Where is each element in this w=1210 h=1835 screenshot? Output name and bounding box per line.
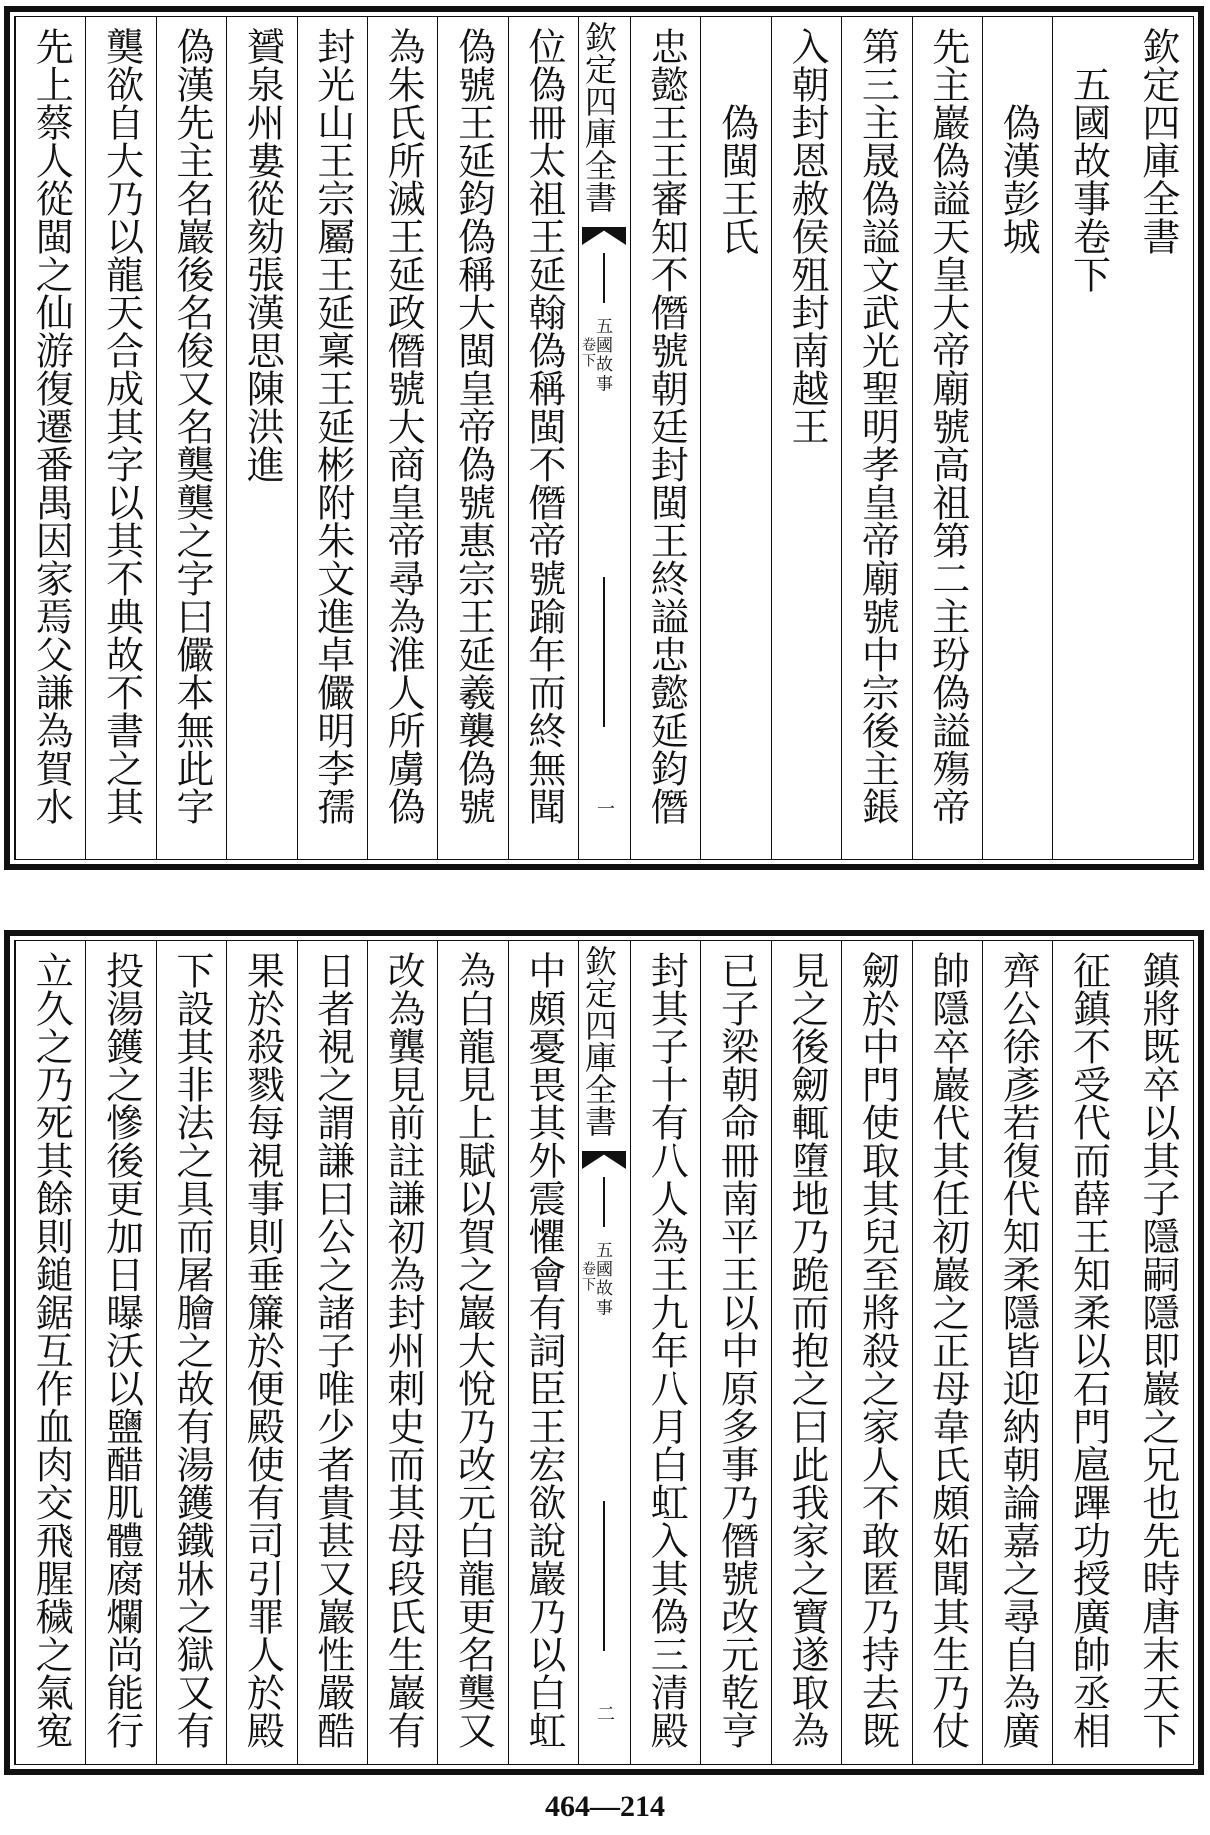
bottom-page bbox=[4, 930, 1204, 1775]
top-column bbox=[771, 17, 841, 859]
top-column bbox=[15, 17, 85, 859]
bottom-column bbox=[156, 941, 226, 1764]
top-page-frame bbox=[14, 16, 1194, 860]
top-column bbox=[630, 17, 700, 859]
gutter-volume: 卷下 bbox=[580, 1261, 596, 1294]
section-heading: 偽漢彭城 bbox=[996, 27, 1041, 255]
page-number: 464—214 bbox=[545, 1790, 665, 1823]
bottom-column bbox=[1123, 941, 1193, 1764]
bottom-column bbox=[700, 941, 770, 1764]
gutter-page-number: 二 bbox=[594, 1704, 615, 1725]
bottom-column bbox=[367, 941, 437, 1764]
bottom-column bbox=[85, 941, 155, 1764]
text-column: 立久之乃死其餘則鎚鋸互作血肉交飛腥穢之氣寃 bbox=[29, 951, 74, 1749]
text-column: 鎮將既卒以其子隱嗣隱即巖之兄也先時唐末天下 bbox=[1135, 951, 1180, 1749]
top-column bbox=[85, 17, 155, 859]
bottom-column bbox=[630, 941, 700, 1764]
text-column: 封其子十有八人為王九年八月白虹入其偽三清殿 bbox=[644, 951, 689, 1749]
top-column bbox=[226, 17, 296, 859]
text-column: 入朝封恩赦侯殂封南越王 bbox=[784, 27, 829, 445]
text-column: 先主巖偽謚天皇大帝廟號高祖第二主玢偽謚殤帝 bbox=[925, 27, 970, 825]
text-column: 偽號王延鈞偽稱大閩皇帝偽號惠宗王延羲襲偽號 bbox=[451, 27, 496, 825]
text-column: 齊公徐彥若復代知柔隱皆迎納朝論嘉之尋自為廣 bbox=[996, 951, 1041, 1749]
bottom-column bbox=[912, 941, 982, 1764]
text-column: 劒於中門使取其兒至將殺之家人不敢匿乃持去既 bbox=[855, 951, 900, 1749]
text-column: 封光山王宗屬王延稟王延彬附朱文進卓儼明李孺 bbox=[310, 27, 355, 825]
text-column: 帥隱卒巖代其任初巖之正母韋氏頗妬聞其生乃仗 bbox=[925, 951, 970, 1749]
top-column bbox=[982, 17, 1052, 859]
bottom-column bbox=[841, 941, 911, 1764]
text-column: 下設其非法之具而屠膾之故有湯鑊鐵牀之獄又有 bbox=[169, 951, 214, 1749]
book-title: 欽定四庫全書 bbox=[1135, 27, 1180, 255]
text-column: 征鎮不受代而薛王知柔以石門扈蹕功授廣帥丞相 bbox=[1066, 951, 1111, 1749]
text-column: 果於殺戮每視事則垂簾於便殿使有司引罪人於殿 bbox=[240, 951, 285, 1749]
top-column bbox=[841, 17, 911, 859]
bottom-column bbox=[226, 941, 296, 1764]
top-column bbox=[1123, 17, 1193, 859]
text-column: 為白龍見上賦以賀之巖大悅乃改元白龍更名龑又 bbox=[451, 951, 496, 1749]
text-column: 贇泉州婁從劾張漢思陳洪進 bbox=[240, 27, 285, 483]
bottom-column bbox=[982, 941, 1052, 1764]
top-page bbox=[4, 6, 1204, 870]
top-gutter bbox=[578, 17, 630, 859]
bottom-gutter bbox=[578, 941, 630, 1764]
gutter-subtitle: 五國故事 bbox=[592, 317, 612, 394]
gutter-title: 欽定四庫全書 bbox=[580, 21, 618, 213]
bottom-column bbox=[508, 941, 578, 1764]
bottom-column bbox=[15, 941, 85, 1764]
text-column: 改為龔見前註謙初為封州刺史而其母段氏生巖有 bbox=[381, 951, 426, 1749]
guide-line bbox=[603, 253, 605, 303]
text-column: 已子梁朝命冊南平王以中原多事乃僭號改元乾亨 bbox=[714, 951, 759, 1749]
gutter-subtitle: 五國故事 bbox=[592, 1241, 612, 1318]
top-column bbox=[912, 17, 982, 859]
bottom-page-frame bbox=[14, 940, 1194, 1765]
text-column: 見之後劒輒墮地乃跪而抱之曰此我家之寶遂取為 bbox=[784, 951, 829, 1749]
section-heading: 偽閩王氏 bbox=[714, 27, 759, 255]
top-column bbox=[437, 17, 507, 859]
bottom-column bbox=[771, 941, 841, 1764]
fish-tail-mark bbox=[582, 1151, 626, 1169]
gutter-volume: 卷下 bbox=[580, 337, 596, 370]
guide-line bbox=[603, 1501, 605, 1651]
text-column: 投湯鑊之慘後更加日曝沃以鹽醋肌體腐爛尚能行 bbox=[99, 951, 144, 1749]
guide-line bbox=[603, 1177, 605, 1227]
top-column bbox=[297, 17, 367, 859]
text-column: 為朱氏所滅王延政僭號大商皇帝尋為淮人所虜偽 bbox=[381, 27, 426, 825]
top-column bbox=[508, 17, 578, 859]
text-column: 龑欲自大乃以龍天合成其字以其不典故不書之其 bbox=[99, 27, 144, 825]
text-column: 位偽冊太祖王延翰偽稱閩不僭帝號踰年而終無聞 bbox=[521, 27, 566, 825]
top-column bbox=[1052, 17, 1122, 859]
top-column bbox=[700, 17, 770, 859]
text-column: 中頗憂畏其外震懼會有詞臣王宏欲說巖乃以白虹 bbox=[521, 951, 566, 1749]
bottom-column bbox=[437, 941, 507, 1764]
fish-tail-mark bbox=[582, 227, 626, 245]
text-column: 忠懿王王審知不僭號朝廷封閩王終謚忠懿延鈞僭 bbox=[644, 27, 689, 825]
text-column: 日者視之謂謙曰公之諸子唯少者貴甚又巖性嚴酷 bbox=[310, 951, 355, 1749]
gutter-title: 欽定四庫全書 bbox=[580, 945, 618, 1137]
top-column bbox=[156, 17, 226, 859]
guide-line bbox=[603, 577, 605, 727]
gutter-page-number: 一 bbox=[594, 799, 615, 820]
bottom-column bbox=[297, 941, 367, 1764]
bottom-column bbox=[1052, 941, 1122, 1764]
text-column: 先上蔡人從閩之仙游復遷番禺因家焉父謙為賀水 bbox=[29, 27, 74, 825]
text-column: 偽漢先主名巖後名俊又名龑龑之字曰儼本無此字 bbox=[169, 27, 214, 825]
chapter-title: 五國故事卷下 bbox=[1066, 27, 1111, 293]
top-column bbox=[367, 17, 437, 859]
text-column: 第三主晟偽謚文武光聖明孝皇帝廟號中宗後主鋹 bbox=[855, 27, 900, 825]
